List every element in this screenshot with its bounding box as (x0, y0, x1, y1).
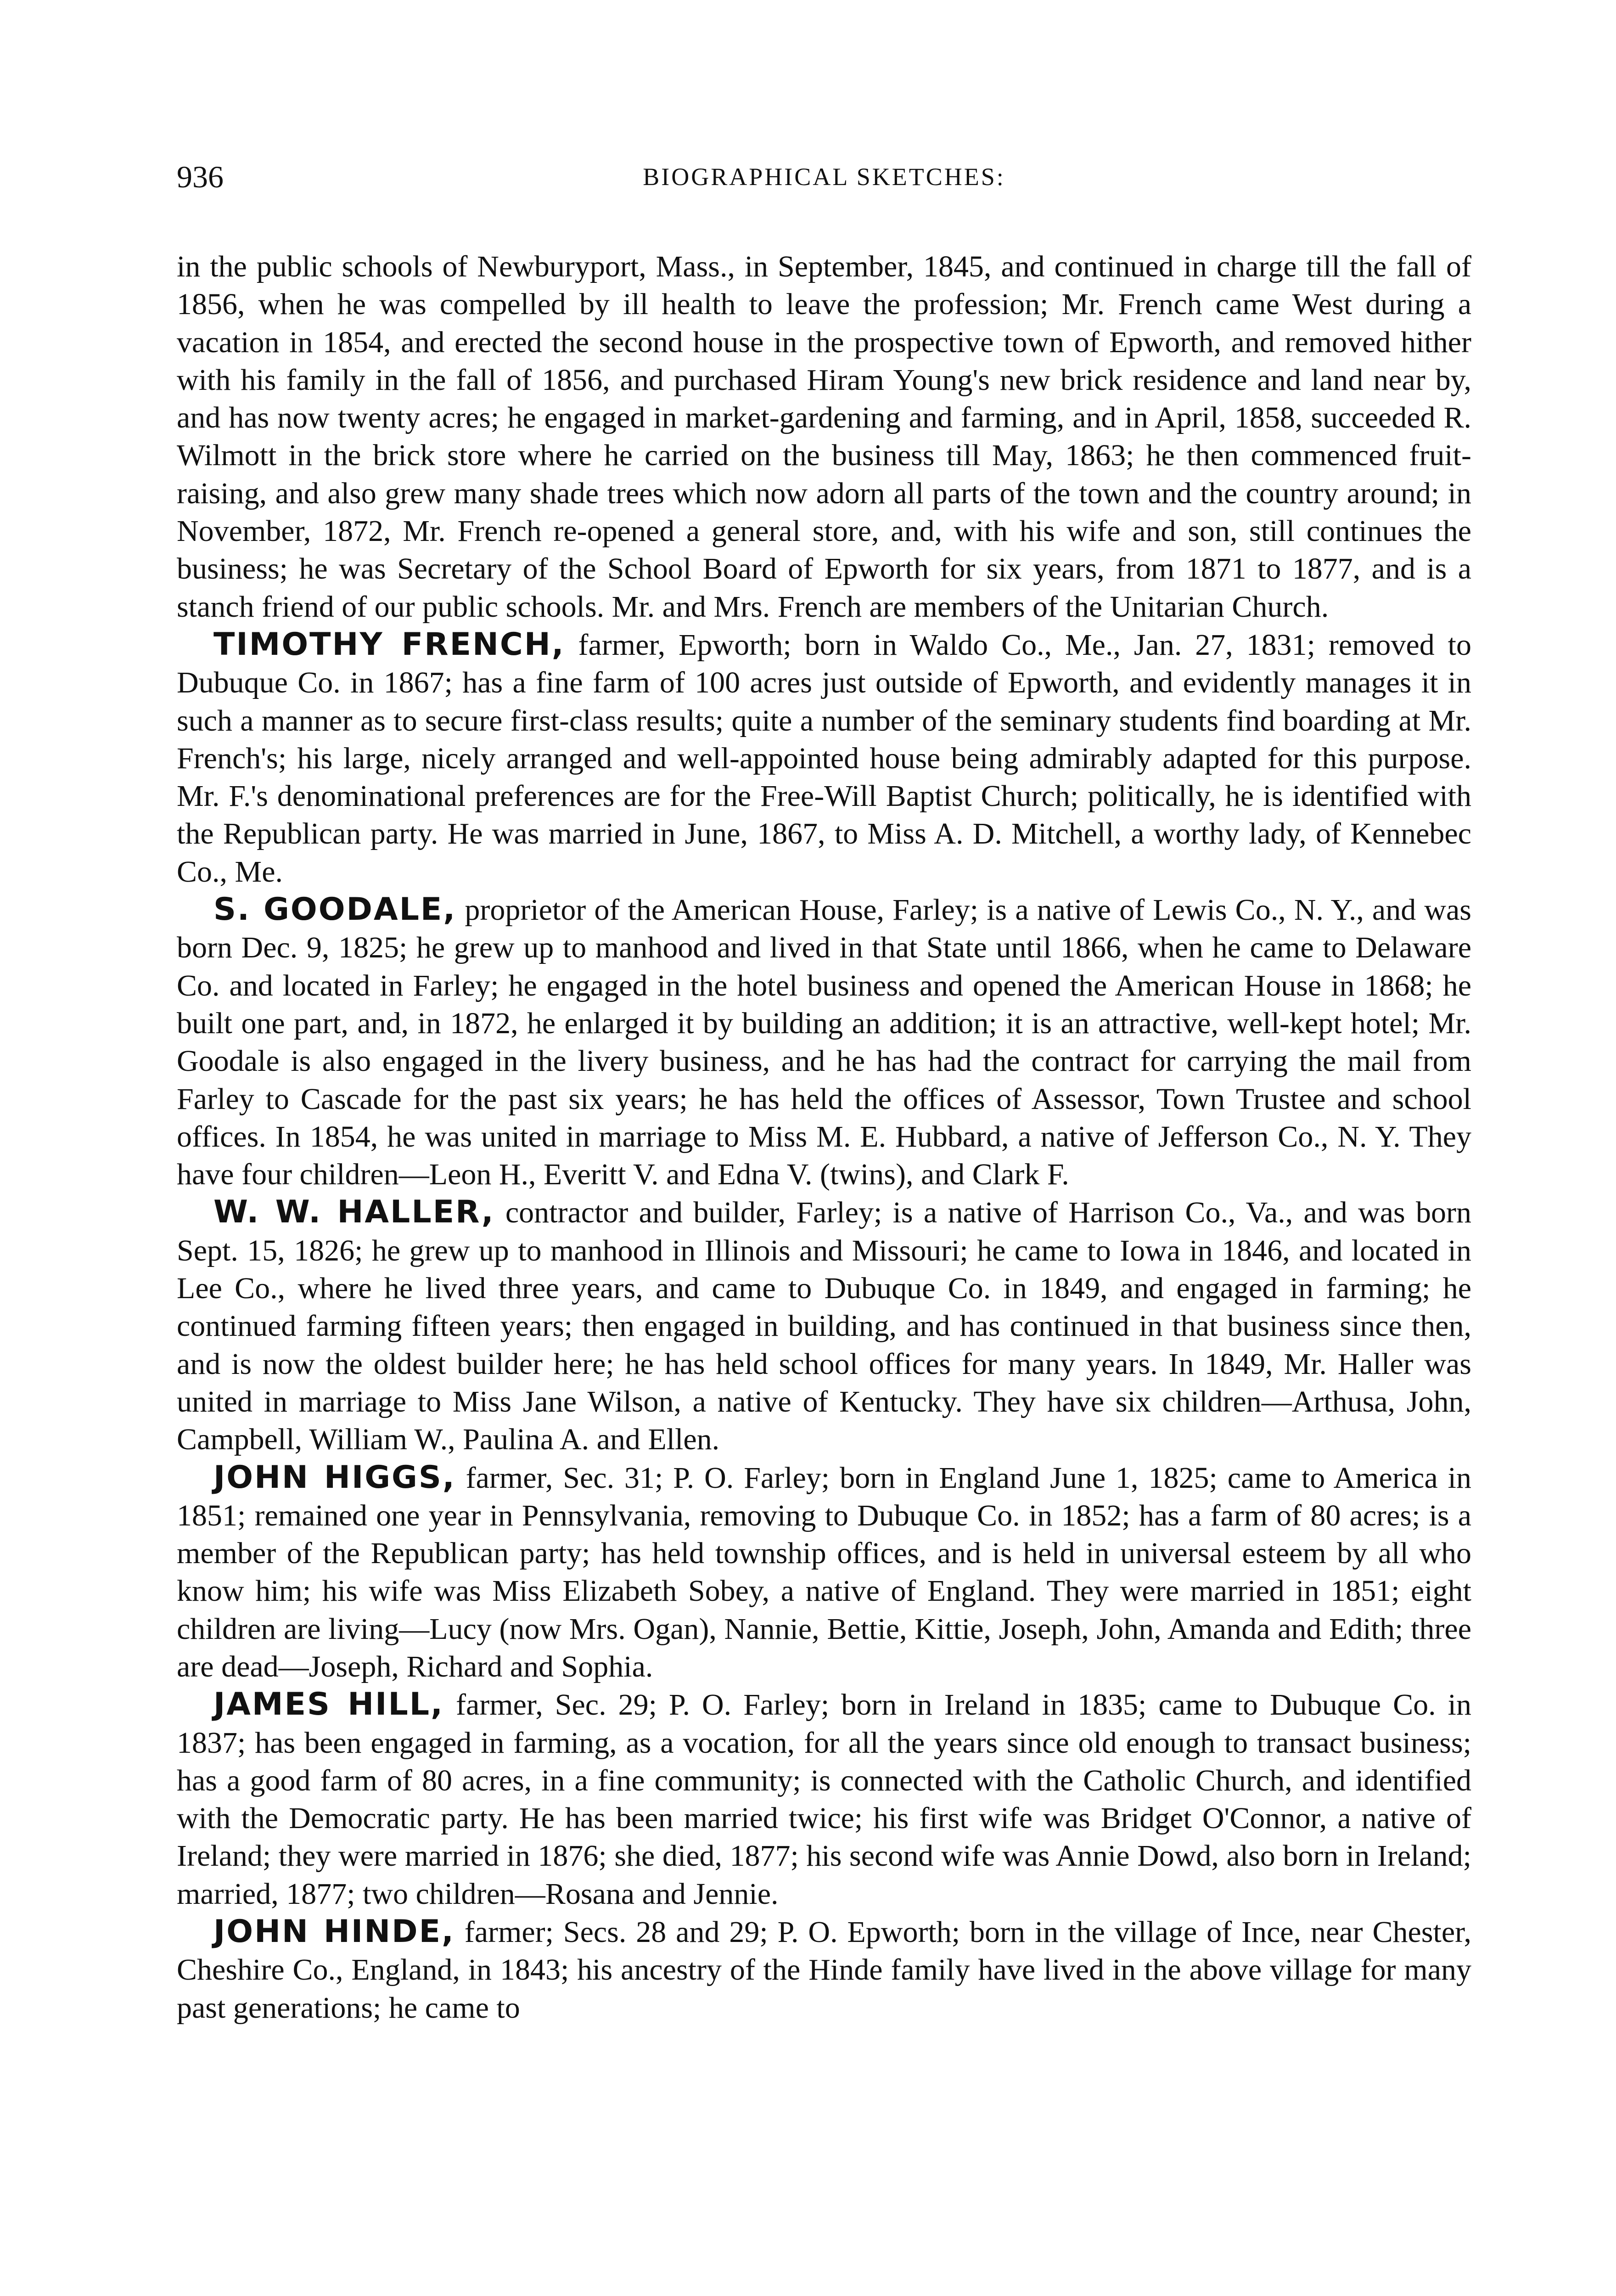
entry-s-goodale (177, 891, 1471, 1193)
entry-name: JOHN HIGGS, (213, 1459, 456, 1496)
entry-name: JOHN HINDE, (213, 1913, 455, 1950)
entry-text: farmer, Sec. 29; P. O. Farley; born in Ireland in 1835; came to Dubuque Co. in 1837; has been engaged in farming, as a vocation, for all the years since old enough to transact business; has a good farm of 80 acres, in a fine community; is connected with the Catholic Church, and identified with the Democratic party. He has been married twice; his first wife was Bridget O'Connor, a native of Ireland; they were married in 1876; she died, 1877; his second wife was Annie Dowd, also born in Ireland; married, 1877; two children—Rosana and Jennie. (177, 1688, 1472, 1911)
entry-name: W. W. HALLER, (213, 1194, 495, 1231)
entry-name: S. GOODALE, (213, 891, 457, 928)
section-title: BIOGRAPHICAL SKETCHES: (643, 163, 1005, 191)
body-text (177, 248, 1471, 2027)
entry-timothy-french (177, 626, 1471, 891)
entry-text: contractor and builder, Farley; is a native of Harrison Co., Va., and was born Sept. 15, 1826; he grew up to manhood in Illinois and Missouri; he came to Iowa in 1846, and located in Lee Co., where he lived three years, and came to Dubuque Co. in 1849, and engaged in farming; he continued farming fifteen years; then engaged in building, and has continued in that business since then, and is now the oldest builder here; he has held school offices for many years. In 1849, Mr. Haller was united in marriage to Miss Jane Wilson, a native of Kentucky. They have six children—Arthusa, John, Campbell, William W., Paulina A. and Ellen. (177, 1196, 1471, 1457)
book-page (177, 152, 1471, 2027)
entry-john-hinde (177, 1913, 1471, 2027)
opening-paragraph: in the public schools of Newburyport, Mass., in September, 1845, and continued in charge till the fall of 1856, when he was compelled by ill health to leave the profession; Mr. French came West during a vacation in 1854, and erected the second house in the prospective town of Epworth, and removed hither with his family in the fall of 1856, and purchased Hiram Young's new brick residence and land near by, and has now twenty acres; he engaged in market-gardening and farming, and in April, 1858, succeeded R. Wilmott in the brick store where he carried on the business till May, 1863; he then commenced fruit-raising, and also grew many shade trees which now adorn all parts of the town and the country around; in November, 1872, Mr. French re-opened a general store, and, with his wife and son, still continues the business; he was Secretary of the School Board of Epworth for six years, from 1871 to 1877, and is a stanch friend of our public schools. Mr. and Mrs. French are members of the Unitarian Church. (177, 250, 1471, 624)
entry-name: TIMOTHY FRENCH, (213, 626, 565, 663)
page-number: 936 (177, 159, 224, 194)
entry-john-higgs (177, 1459, 1471, 1686)
entry-text: farmer, Sec. 31; P. O. Farley; born in England June 1, 1825; came to America in 1851; remained one year in Pennsylvania, removing to Dubuque Co. in 1852; has a farm of 80 acres; is a member of the Republican party; has held township offices, and is held in universal esteem by all who know him; his wife was Miss Elizabeth Sobey, a native of England. They were married in 1851; eight children are living—Lucy (now Mrs. Ogan), Nannie, Bettie, Kittie, Joseph, John, Amanda and Edith; three are dead—Joseph, Richard and Sophia. (177, 1461, 1472, 1683)
entry-james-hill (177, 1686, 1471, 1913)
entry-w-w-haller (177, 1193, 1471, 1458)
running-head (177, 152, 1471, 202)
entry-text: farmer; Secs. 28 and 29; P. O. Epworth; born in the village of Ince, near Chester, Cheshire Co., England, in 1843; his ancestry of the Hinde family have lived in the above village for many past generations; he came to (177, 1915, 1471, 2025)
entry-text: proprietor of the American House, Farley; is a native of Lewis Co., N. Y., and was born Dec. 9, 1825; he grew up to manhood and lived in that State until 1866, when he came to Delaware Co. and located in Farley; he engaged in the hotel business and opened the American House in 1868; he built one part, and, in 1872, he enlarged it by building an addition; it is an attractive, well-kept hotel; Mr. Goodale is also engaged in the livery business, and he has had the contract for carrying the mail from Farley to Cascade for the past six years; he has held the offices of Assessor, Town Trustee and school offices. In 1854, he was united in marriage to Miss M. E. Hubbard, a native of Jefferson Co., N. Y. They have four children—Leon H., Everitt V. and Edna V. (twins), and Clark F. (177, 893, 1471, 1192)
entry-text: farmer, Epworth; born in Waldo Co., Me., Jan. 27, 1831; removed to Dubuque Co. in 1867; has a fine farm of 100 acres just outside of Epworth, and evidently manages it in such a manner as to secure first-class results; quite a number of the seminary students find boarding at Mr. French's; his large, nicely arranged and well-appointed house being admirably adapted for this purpose. Mr. F.'s denominational preferences are for the Free-Will Baptist Church; politically, he is identified with the Republican party. He was married in June, 1867, to Miss A. D. Mitchell, a worthy lady, of Kennebec Co., Me. (177, 628, 1471, 889)
entry-name: JAMES HILL, (213, 1686, 444, 1723)
